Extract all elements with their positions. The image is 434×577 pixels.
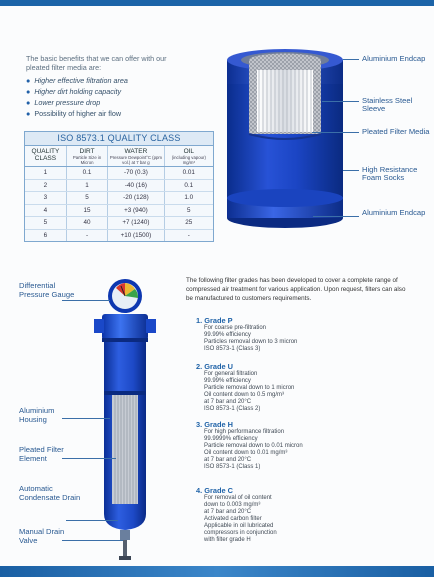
grade-h: 3. Grade H For high performance filtration 99.9999% efficiency Particle removal down to 0.01 micron Oil content down to 0.01 mg/m³ at 7 bar and 20°C ISO 8573-1 (Class 1) [196,420,396,471]
label-bottom-endcap: Aluminium Endcap [362,208,426,217]
table-cell: 4 [25,204,66,217]
header-dirt: DIRT Particle Size in Micron [66,146,107,167]
leader-line [313,216,359,217]
label-top-endcap: Aluminium Endcap [362,54,426,63]
leader-line [62,540,123,541]
table-cell: 5 [164,204,213,217]
table-cell: 5 [66,192,107,205]
header-quality-class: QUALITY CLASS [25,146,66,167]
drain-valve [123,540,127,556]
table-cell: +3 (940) [108,204,164,217]
filter-element-illustration [225,48,345,230]
table-cell: 0.01 [164,167,213,180]
filter-element [112,394,138,504]
filter-housing-illustration [90,276,160,566]
top-bar [0,0,434,6]
benefit-item: ● Lower pressure drop [26,98,101,107]
table-cell: - [66,229,107,241]
leader-line [62,418,110,419]
table-cell: +10 (1500) [108,229,164,241]
housing-head [102,314,148,340]
grade-title: 3. Grade H [196,420,233,429]
table-cell: 2 [25,179,66,192]
grade-u: 2. Grade U For general filtration 99.99% efficiency Particle removal down to 1 micron Oil content down to 0.5 mg/m³ at 7 bar and 20°C ISO 8573-1 (Class 2) [196,362,396,413]
label-foam: High Resistance Foam Socks [362,165,418,183]
table-cell: +7 (1240) [108,217,164,230]
table-cell: 5 [25,217,66,230]
pleated-media [257,70,313,132]
table-row [25,229,213,241]
grade-title: 1. Grade P [196,316,233,325]
table-row [25,179,213,192]
table-row [25,192,213,205]
table-cell: 40 [66,217,107,230]
table-cell: 1.0 [164,192,213,205]
grades-intro: The following filter grades has been developed to cover a complete range of compressed air treatment for various application. Upon request, filters can also be manufactured to customers requirements. [186,277,406,302]
label-element: Pleated Filter Element [19,445,64,463]
header-water: WATER Pressure Dewpoint°C (ppm vol.) at 7 bar g [108,146,164,167]
label-drain: Automatic Condensate Drain [19,484,81,502]
benefit-item: ● Higher dirt holding capacity [26,87,122,96]
table-cell: 0.1 [164,179,213,192]
table-cell: 15 [66,204,107,217]
table-cell: 3 [25,192,66,205]
intro-text: The basic benefits that we can offer with our pleated filter media are: [26,54,167,72]
table-cell: 1 [25,167,66,180]
label-sleeve: Stainless Steel Sleeve [362,96,413,114]
table-row [25,217,213,230]
leader-line [343,59,359,60]
bottom-bar [0,566,434,577]
header-oil: OIL (including vapour) mg/m³ [164,146,213,167]
table-row [25,167,213,180]
table-row [25,204,213,217]
table-cell: - [187,231,190,239]
leader-line [62,300,110,301]
label-gauge: Differential Pressure Gauge [19,281,75,299]
leader-line [66,520,118,521]
table-cell: -20 (128) [108,192,164,205]
grade-title: 2. Grade U [196,362,233,371]
quality-class-table [24,131,214,242]
grade-c: 4. Grade C For removal of oil content down to 0.003 mg/m³ at 7 bar and 20°C Activated carbon filter Applicable in oil lubricated compressors in conjunction with filter grade H [196,486,396,544]
label-housing: Aluminium Housing [19,406,55,424]
benefit-item: ● Higher effective filtration area [26,76,128,85]
auto-drain [120,530,130,540]
leader-line [312,132,359,133]
table-title: ISO 8573.1 QUALITY CLASS [25,132,213,146]
grade-title: 4. Grade C [196,486,233,495]
leader-line [322,101,359,102]
label-valve: Manual Drain Valve [19,527,65,545]
table-cell: -70 (0.3) [108,167,164,180]
grade-p: 1. Grade P For coarse pre-filtration 99.99% efficiency Particles removal down to 3 micron ISO 8573-1 (Class 3) [196,316,396,353]
table-cell: 0.1 [66,167,107,180]
table-cell: -40 (16) [108,179,164,192]
label-media: Pleated Filter Media [362,127,430,136]
table-cell: 6 [25,229,66,241]
leader-line [62,458,116,459]
benefit-item: ● Possibility of higher air flow [26,109,122,118]
table-cell: 1 [66,179,107,192]
table-cell: 25 [164,217,213,230]
benefits-list [26,75,128,119]
leader-line [343,170,359,171]
